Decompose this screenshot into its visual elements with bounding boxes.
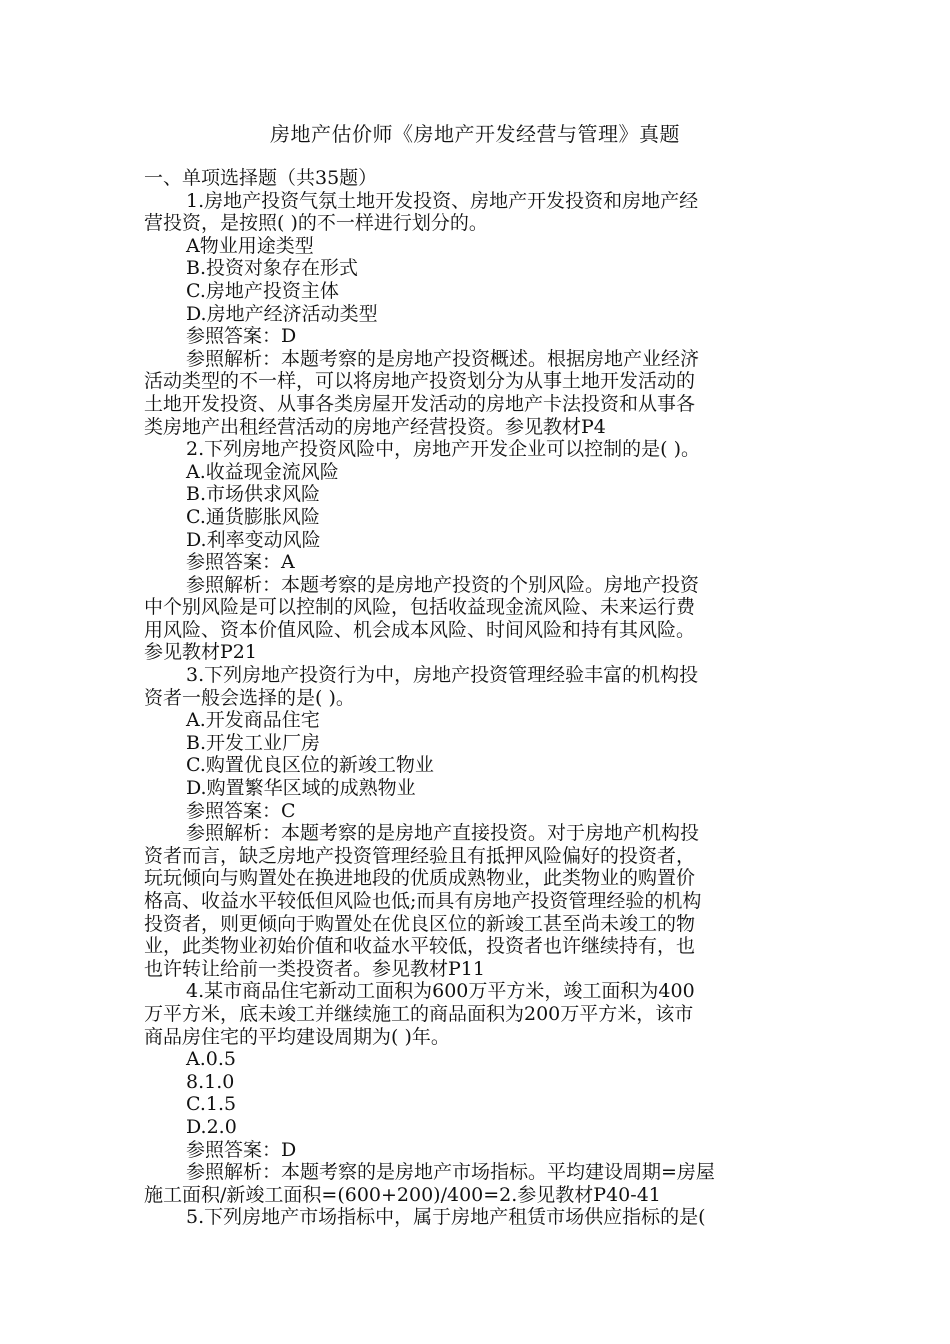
text-line: 参照解析：本题考察的是房地产投资概述。根据房地产业经济 xyxy=(186,347,700,370)
text-line: B.市场供求风险 xyxy=(186,483,321,506)
text-line: 施工面积/新竣工面积=(600+200)/400=2.参见教材P40-41 xyxy=(144,1183,661,1206)
text-line: 2.下列房地产投资风险中，房地产开发企业可以控制的是( )。 xyxy=(186,438,700,461)
text-line: 3.下列房地产投资行为中，房地产投资管理经验丰富的机构投 xyxy=(186,664,699,687)
text-line: 参照答案：D xyxy=(186,325,297,348)
text-line: 业，此类物业初始价值和收益水平较低，投资者也许继续持有，也 xyxy=(144,935,696,958)
text-line: A.收益现金流风险 xyxy=(186,460,339,483)
text-line: 用风险、资本价值风险、机会成本风险、时间风险和持有其风险。 xyxy=(144,618,696,641)
text-line: 土地开发投资、从事各类房屋开发活动的房地产卡法投资和从事各 xyxy=(144,392,696,415)
text-line: 参照解析：本题考察的是房地产投资的个别风险。房地产投资 xyxy=(186,573,700,596)
text-line: 参照答案：C xyxy=(186,799,296,822)
text-line: 中个别风险是可以控制的风险，包括收益现金流风险、未来运行费 xyxy=(144,596,696,619)
text-line: 玩玩倾向与购置处在换进地段的优质成熟物业，此类物业的购置价 xyxy=(144,867,696,890)
text-line: 资者一般会选择的是( )。 xyxy=(144,686,355,709)
text-line: 参照答案：D xyxy=(186,1138,297,1161)
text-lines xyxy=(144,190,806,1229)
text-line: 8.1.0 xyxy=(186,1070,235,1093)
text-line: A.0.5 xyxy=(186,1048,236,1071)
text-line: A物业用途类型 xyxy=(186,234,314,257)
document-body xyxy=(144,167,806,1229)
text-line: D.利率变动风险 xyxy=(186,528,321,551)
text-line: C.购置优良区位的新竣工物业 xyxy=(186,754,434,777)
text-line: B.开发工业厂房 xyxy=(186,731,321,754)
text-line: 参照解析：本题考察的是房地产直接投资。对于房地产机构投 xyxy=(186,822,700,845)
text-line: 类房地产出租经营活动的房地产经营投资。参见教材P4 xyxy=(144,415,606,438)
text-line: C.通货膨胀风险 xyxy=(186,505,320,528)
text-line: A.开发商品住宅 xyxy=(186,709,320,732)
text-line: D.房地产经济活动类型 xyxy=(186,302,378,325)
text-line: C.房地产投资主体 xyxy=(186,279,339,302)
text-line: 参照答案：A xyxy=(186,551,295,574)
text-line: 参见教材P21 xyxy=(144,641,257,664)
text-line: 也许转让给前一类投资者。参见教材P11 xyxy=(144,957,485,980)
text-line: 4.某市商品住宅新动工面积为600万平方米，竣工面积为400 xyxy=(186,980,695,1003)
document-title: 房地产估价师《房地产开发经营与管理》真题 xyxy=(270,122,680,146)
text-line: 万平方米，底未竣工并继续施工的商品面积为200万平方米，该市 xyxy=(144,1002,694,1025)
text-line: 5.下列房地产市场指标中，属于房地产租赁市场供应指标的是( xyxy=(186,1206,706,1229)
text-line: 商品房住宅的平均建设周期为( )年。 xyxy=(144,1025,450,1048)
text-line: 活动类型的不一样，可以将房地产投资划分为从事土地开发活动的 xyxy=(144,370,696,393)
text-line: 参照解析：本题考察的是房地产市场指标。平均建设周期=房屋 xyxy=(186,1161,715,1184)
text-line: 格高、收益水平较低但风险也低;而具有房地产投资管理经验的机构 xyxy=(144,890,702,912)
text-line: 资者而言，缺乏房地产投资管理经验且有抵押风险偏好的投资者， xyxy=(144,844,696,867)
section-heading: 一、单项选择题（共35题） xyxy=(144,167,378,189)
text-line: 1.房地产投资气氛土地开发投资、房地产开发投资和房地产经 xyxy=(186,189,699,212)
text-line: D.2.0 xyxy=(186,1115,237,1138)
text-line: 营投资，是按照( )的不一样进行划分的。 xyxy=(144,212,488,235)
text-line: D.购置繁华区域的成熟物业 xyxy=(186,777,416,800)
text-line: B.投资对象存在形式 xyxy=(186,257,359,280)
text-line: 投资者，则更倾向于购置处在优良区位的新竣工甚至尚未竣工的物 xyxy=(144,912,696,935)
text-line: C.1.5 xyxy=(186,1093,237,1116)
